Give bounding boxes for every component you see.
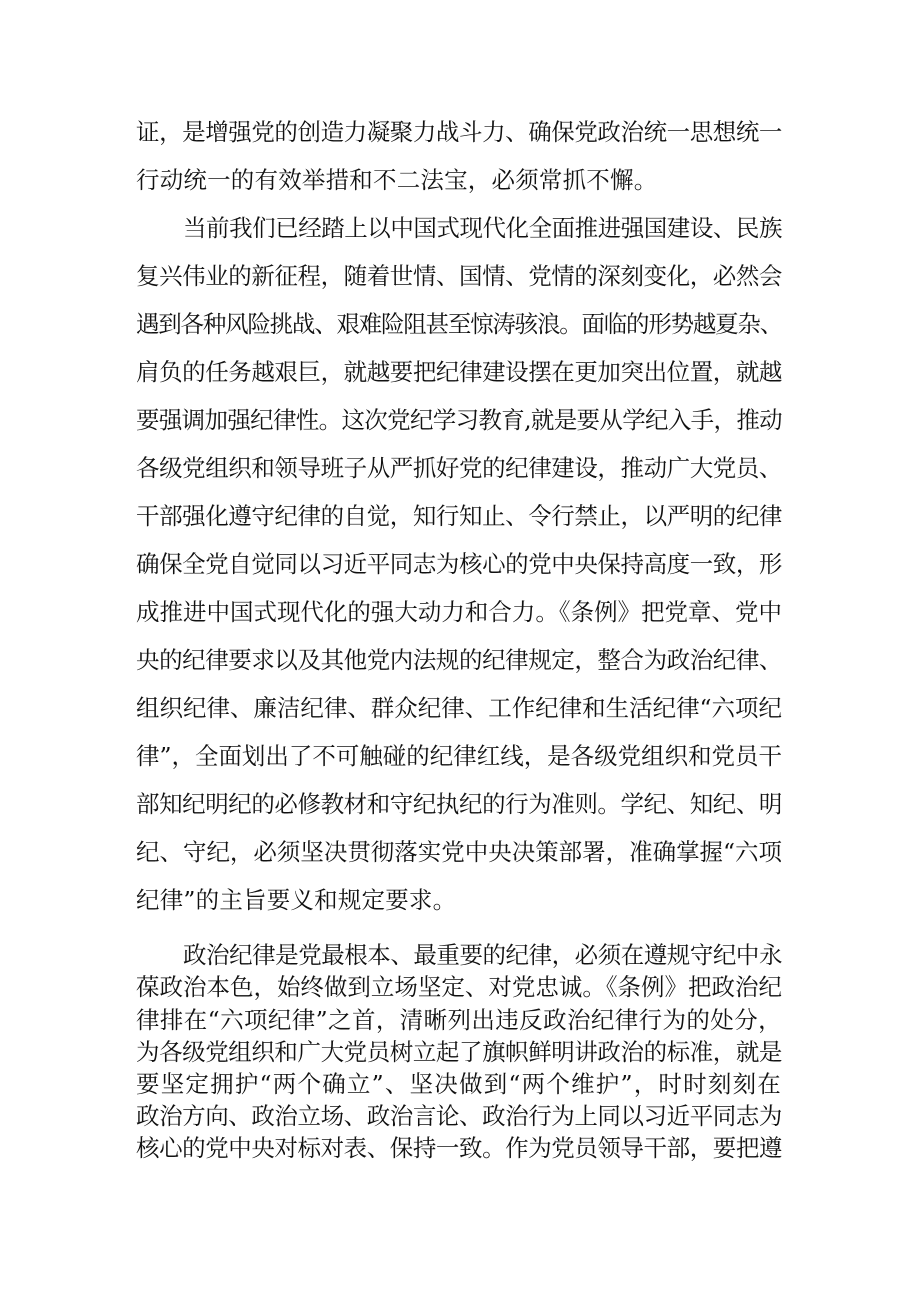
text-line: 证，是增强党的创造力凝聚力战斗力、确保党政治统一思想统一 xyxy=(136,118,782,146)
text-line: 确保全党自觉同以习近平同志为核心的党中央保持高度一致，形 xyxy=(136,550,782,578)
text-line: 组织纪律、廉洁纪律、群众纪律、工作纪律和生活纪律“六项纪 xyxy=(136,694,782,722)
text-line: 葆政治本色，始终做到立场坚定、对党忠诚。《条例》把政治纪 xyxy=(136,973,782,1001)
text-line: 部知纪明纪的必修教材和守纪执纪的行为准则。学纪、知纪、明 xyxy=(136,790,782,818)
text-line: 行动统一的有效举措和不二法宝，必须常抓不懈。 xyxy=(136,166,658,194)
text-line: 央的纪律要求以及其他党内法规的纪律规定，整合为政治纪律、 xyxy=(136,646,782,674)
text-line: 干部强化遵守纪律的自觉，知行知止、令行禁止，以严明的纪律 xyxy=(136,502,782,530)
text-line: 纪律”的主旨要义和规定要求。 xyxy=(136,886,457,914)
text-line: 核心的党中央对标对表、保持一致。作为党员领导干部，要把遵 xyxy=(136,1134,782,1162)
text-line: 纪、守纪，必须坚决贯彻落实党中央决策部署，准确掌握“六项 xyxy=(136,838,782,866)
text-line: 要强调加强纪律性。这次党纪学习教育,就是要从学纪入手，推动 xyxy=(136,406,782,434)
text-line: 政治方向、政治立场、政治言论、政治行为上同以习近平同志为 xyxy=(136,1102,782,1130)
text-line: 律”，全面划出了不可触碰的纪律红线，是各级党组织和党员干 xyxy=(136,742,782,770)
text-line: 要坚定拥护“两个确立”、坚决做到“两个维护”，时时刻刻在 xyxy=(136,1070,782,1098)
text-line: 遇到各种风险挑战、艰难险阻甚至惊涛骇浪。面临的形势越夏杂、 xyxy=(136,310,782,338)
text-line: 复兴伟业的新征程，随着世情、国情、党情的深刻变化，必然会 xyxy=(136,262,782,290)
text-line: 各级党组织和领导班子从严抓好党的纪律建设，推动广大党员、 xyxy=(136,454,782,482)
text-line: 肩负的任务越艰巨，就越要把纪律建设摆在更加突出位置，就越 xyxy=(136,358,782,386)
text-line: 当前我们已经踏上以中国式现代化全面推进强国建设、民族 xyxy=(183,214,782,242)
text-line: 律排在“六项纪律”之首，清晰列出违反政治纪律行为的处分， xyxy=(136,1006,782,1034)
text-line: 为各级党组织和广大党员树立起了旗帜鲜明讲政治的标准，就是 xyxy=(136,1038,782,1066)
text-line: 成推进中国式现代化的强大动力和合力。《条例》把党章、党中 xyxy=(136,598,782,626)
text-line: 政治纪律是党最根本、最重要的纪律，必须在遵规守纪中永 xyxy=(183,941,782,969)
